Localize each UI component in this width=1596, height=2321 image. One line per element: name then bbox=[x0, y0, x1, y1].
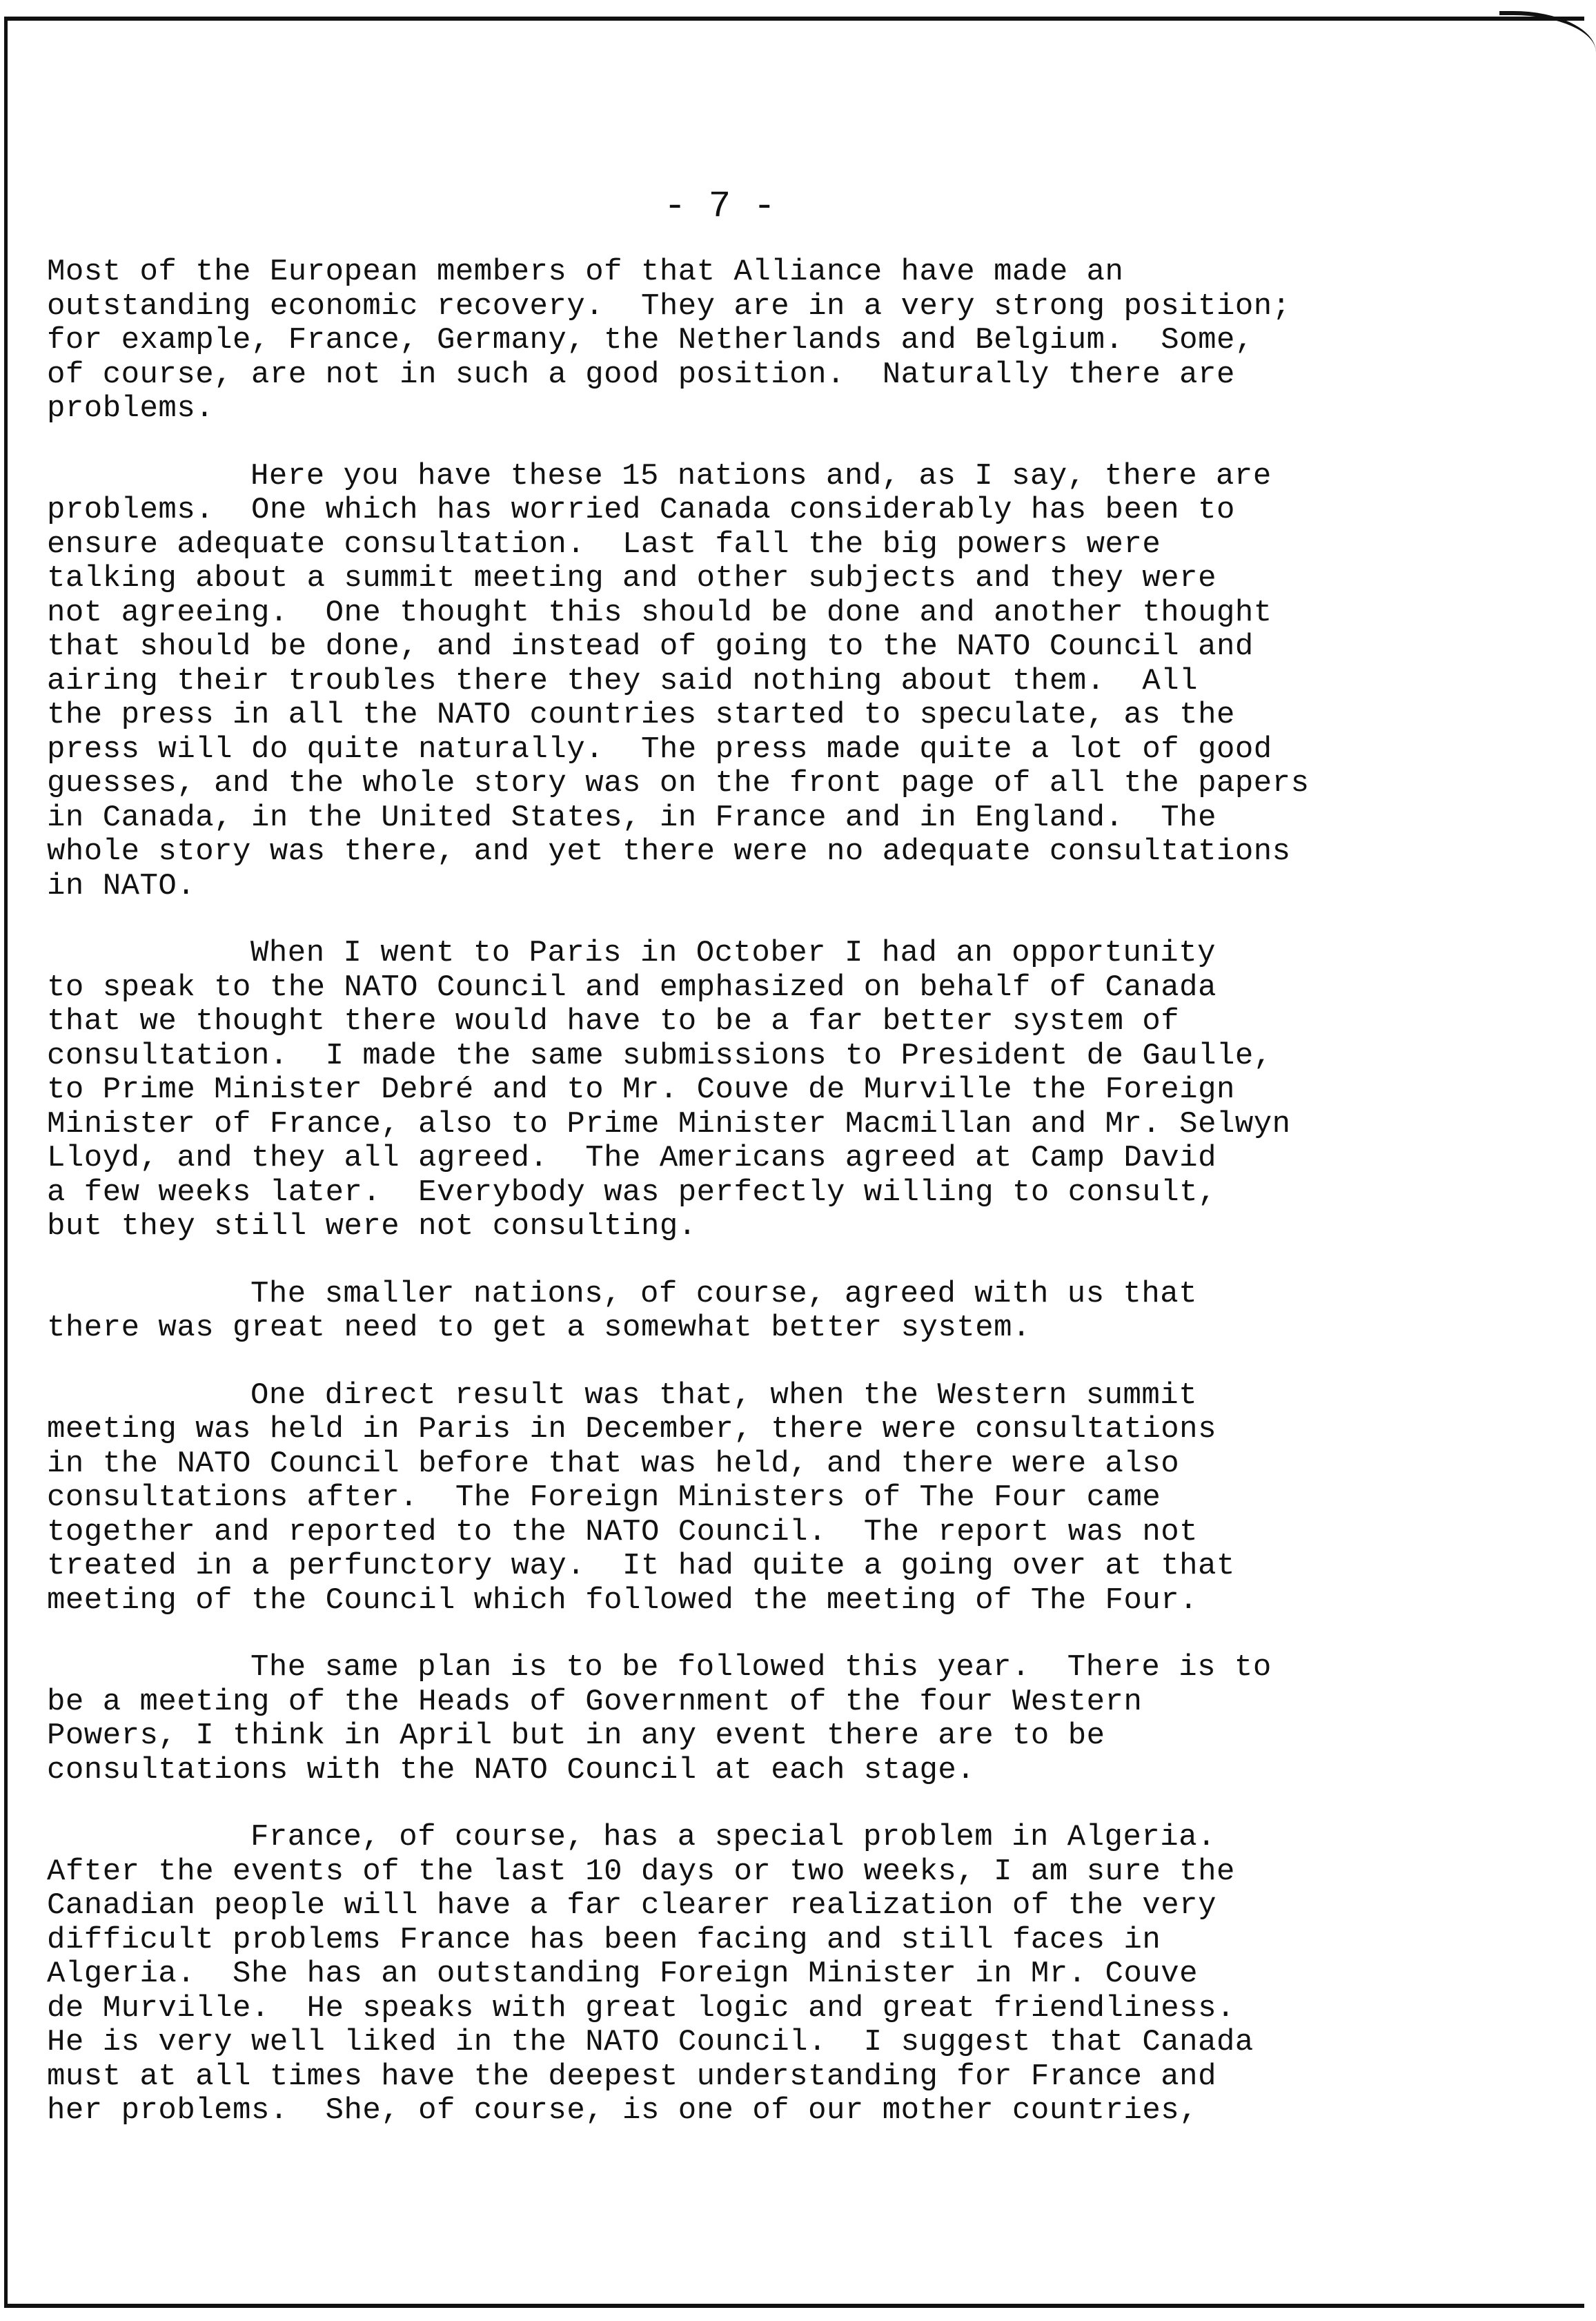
paragraph-list bbox=[47, 255, 1551, 2128]
text-line: must at all times have the deepest understanding for France and bbox=[47, 2059, 1216, 2094]
text-line: airing their troubles there they said nothing about them. All bbox=[47, 663, 1199, 698]
text-line: The same plan is to be followed this year. There is to bbox=[250, 1650, 1272, 1685]
text-line: de Murville. He speaks with great logic and great friendliness. bbox=[47, 1990, 1235, 2026]
text-line: consultations after. The Foreign Ministers of The Four came bbox=[47, 1480, 1161, 1515]
page-number: - 7 - bbox=[663, 186, 776, 228]
text-line: her problems. She, of course, is one of our mother countries, bbox=[47, 2093, 1199, 2128]
text-line: not agreeing. One thought this should be done and another thought bbox=[47, 595, 1272, 630]
text-line: consultation. I made the same submissions to President de Gaulle, bbox=[47, 1038, 1272, 1073]
text-line: press will do quite naturally. The press made quite a lot of good bbox=[47, 732, 1272, 767]
text-line: problems. One which has worried Canada considerably has been to bbox=[47, 493, 1235, 527]
text-line: Powers, I think in April but in any event there are to be bbox=[47, 1718, 1105, 1753]
text-line: consultations with the NATO Council at each stage. bbox=[47, 1752, 976, 1788]
text-line: He is very well liked in the NATO Council. I suggest that Canada bbox=[47, 2025, 1254, 2059]
text-line: there was great need to get a somewhat better system. bbox=[47, 1311, 1031, 1345]
text-line: France, of course, has a special problem in Algeria. bbox=[250, 1820, 1216, 1854]
paragraph bbox=[47, 1379, 1551, 1618]
text-line: whole story was there, and yet there were no adequate consultations bbox=[47, 834, 1291, 869]
paragraph bbox=[47, 1277, 1551, 1346]
document-body bbox=[47, 186, 1551, 2162]
text-line: in the NATO Council before that was held, and there were also bbox=[47, 1446, 1180, 1481]
text-line: talking about a summit meeting and other subjects and they were bbox=[47, 561, 1216, 596]
text-line: meeting was held in Paris in December, there were consultations bbox=[47, 1412, 1216, 1447]
text-line: of course, are not in such a good position. Naturally there are bbox=[47, 357, 1235, 392]
paragraph bbox=[47, 460, 1551, 904]
paragraph bbox=[47, 255, 1551, 427]
text-line: to speak to the NATO Council and emphasized on behalf of Canada bbox=[47, 970, 1216, 1005]
text-line: guesses, and the whole story was on the front page of all the papers bbox=[47, 766, 1310, 801]
text-line: the press in all the NATO countries started to speculate, as the bbox=[47, 698, 1235, 732]
text-line: outstanding economic recovery. They are in a very strong position; bbox=[47, 288, 1291, 324]
text-line: a few weeks later. Everybody was perfectly willing to consult, bbox=[47, 1175, 1216, 1210]
text-line: meeting of the Council which followed the meeting of The Four. bbox=[47, 1583, 1199, 1618]
text-line: to Prime Minister Debré and to Mr. Couve de Murville the Foreign bbox=[47, 1073, 1235, 1107]
text-line: that should be done, and instead of going to the NATO Council and bbox=[47, 629, 1254, 664]
text-line: Algeria. She has an outstanding Foreign Minister in Mr. Couve bbox=[47, 1957, 1199, 1991]
text-line: Lloyd, and they all agreed. The Americans agreed at Camp David bbox=[47, 1141, 1216, 1175]
text-line: for example, France, Germany, the Netherlands and Belgium. Some, bbox=[47, 323, 1254, 358]
paragraph bbox=[47, 1651, 1551, 1788]
text-line: Canadian people will have a far clearer realization of the very bbox=[47, 1888, 1216, 1923]
text-line: treated in a perfunctory way. It had quite a going over at that bbox=[47, 1549, 1235, 1583]
text-line: together and reported to the NATO Council. The report was not bbox=[47, 1514, 1199, 1549]
text-line: After the events of the last 10 days or two weeks, I am sure the bbox=[47, 1854, 1235, 1889]
text-line: Most of the European members of that Alliance have made an bbox=[47, 255, 1124, 289]
text-line: problems. bbox=[47, 391, 215, 426]
text-line: When I went to Paris in October I had an opportunity bbox=[250, 936, 1216, 970]
paragraph bbox=[47, 1821, 1551, 2128]
text-line: that we thought there would have to be a far better system of bbox=[47, 1004, 1180, 1039]
text-line: Minister of France, also to Prime Minister Macmillan and Mr. Selwyn bbox=[47, 1106, 1291, 1142]
text-line: One direct result was that, when the Western summit bbox=[250, 1378, 1198, 1413]
text-line: Here you have these 15 nations and, as I say, there are bbox=[250, 458, 1272, 493]
text-line: in NATO. bbox=[47, 868, 196, 903]
text-line: but they still were not consulting. bbox=[47, 1209, 697, 1244]
text-line: difficult problems France has been facing and still faces in bbox=[47, 1922, 1161, 1957]
paragraph bbox=[47, 937, 1551, 1244]
text-line: The smaller nations, of course, agreed with us that bbox=[250, 1276, 1198, 1311]
text-line: in Canada, in the United States, in France and in England. The bbox=[47, 800, 1216, 835]
text-line: be a meeting of the Heads of Government of the four Western bbox=[47, 1684, 1143, 1719]
text-line: ensure adequate consultation. Last fall the big powers were bbox=[47, 527, 1161, 562]
